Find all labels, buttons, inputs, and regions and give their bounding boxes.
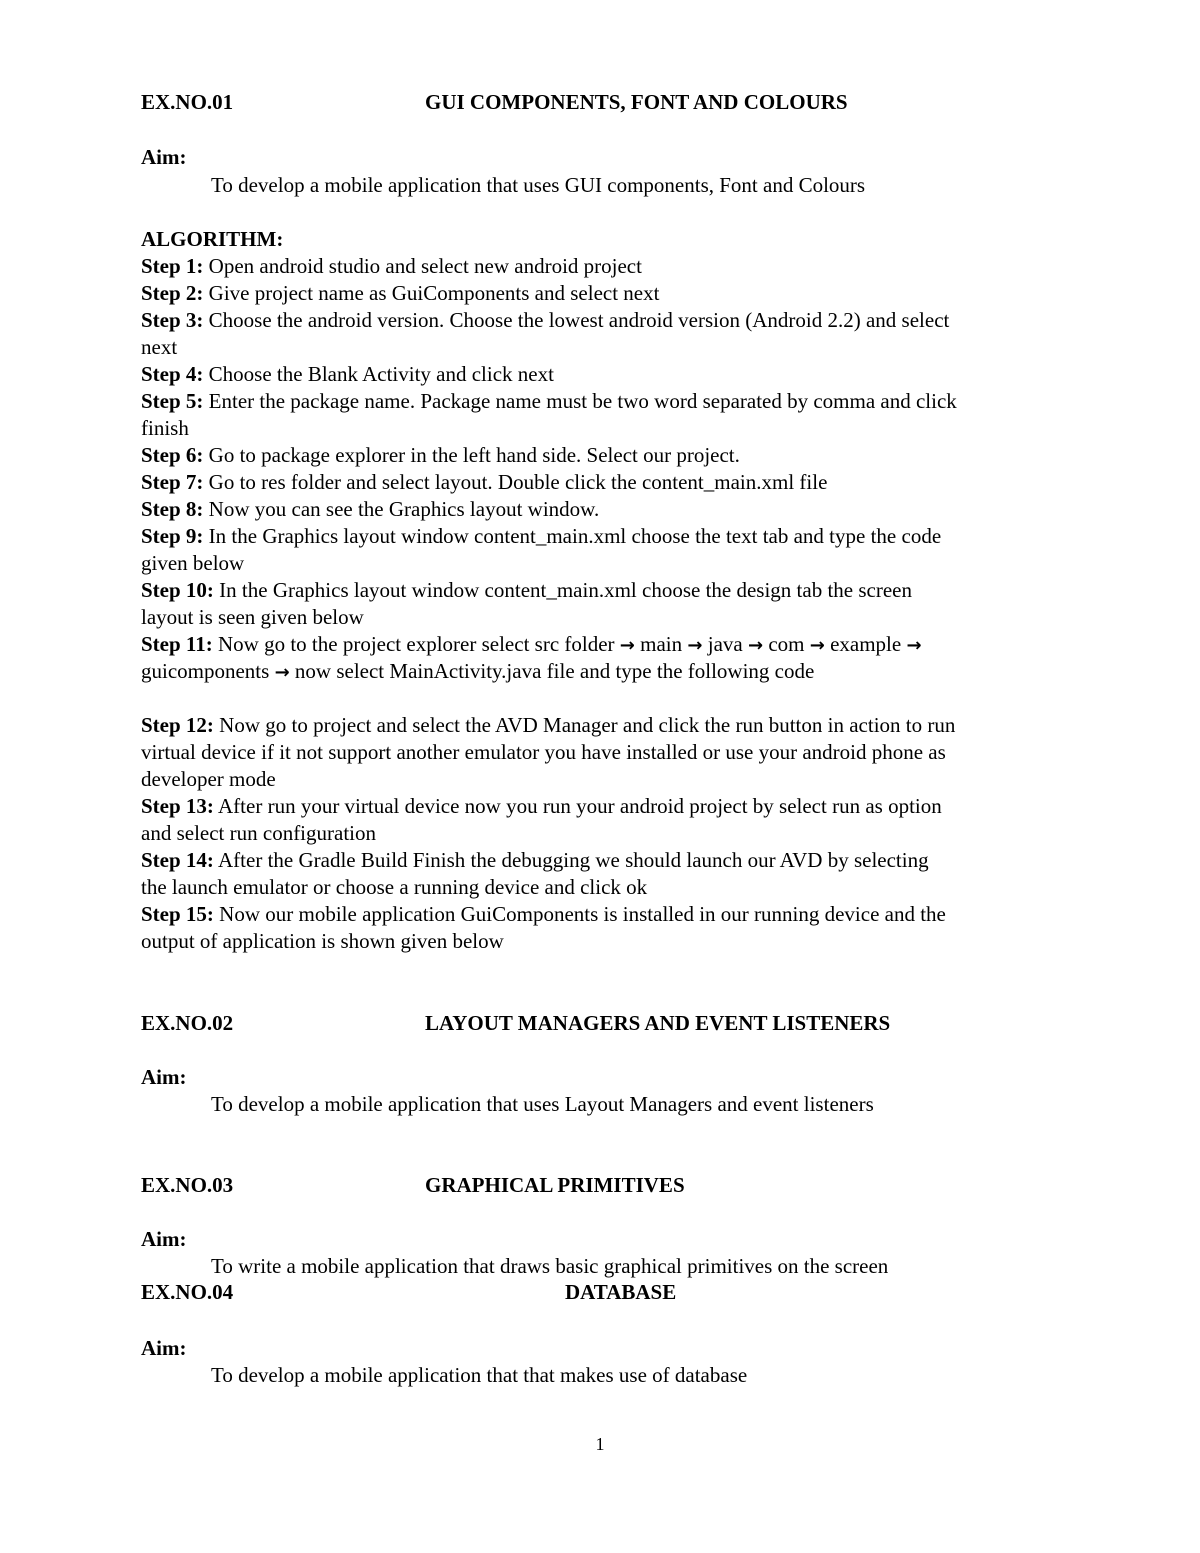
step-label: Step 10: <box>141 578 214 602</box>
step-text: Go to package explorer in the left hand side. Select our project. <box>203 443 740 467</box>
step-8 <box>141 496 599 523</box>
ex3-number: EX.NO.03 <box>141 1173 234 1197</box>
step-text: In the Graphics layout window content_main.xml choose the design tab the screen <box>213 578 912 602</box>
ex2-aim-label: Aim: <box>141 1065 187 1089</box>
step-text: In the Graphics layout window content_main.xml choose the text tab and type the code <box>203 524 942 548</box>
step-text: Now our mobile application GuiComponents is installed in our running device and the <box>213 902 946 926</box>
path-part: example <box>824 632 907 656</box>
path-part: java <box>702 632 748 656</box>
ex1-algorithm-label: ALGORITHM: <box>141 227 284 251</box>
step-5-cont: finish <box>141 416 189 440</box>
step-14 <box>141 847 929 874</box>
step-15-cont: output of application is shown given below <box>141 929 504 953</box>
right-arrow-icon: → <box>906 635 922 656</box>
path-part: main <box>634 632 688 656</box>
ex2-number: EX.NO.02 <box>141 1011 234 1035</box>
path-part: com <box>763 632 810 656</box>
page-number: 1 <box>595 1434 605 1454</box>
ex3-aim-label: Aim: <box>141 1227 187 1251</box>
step-text: Choose the android version. Choose the lowest android version (Android 2.2) and select <box>203 308 950 332</box>
step-label: Step 6: <box>141 443 204 467</box>
step-3-cont: next <box>141 335 178 359</box>
step-label: Step 11: <box>141 632 213 656</box>
step-10-cont: layout is seen given below <box>141 605 364 629</box>
ex2-title: LAYOUT MANAGERS AND EVENT LISTENERS <box>425 1011 891 1035</box>
step-13 <box>141 793 942 820</box>
step-label: Step 12: <box>141 713 214 737</box>
step-14-cont: the launch emulator or choose a running device and click ok <box>141 875 648 899</box>
step-label: Step 4: <box>141 362 204 386</box>
ex1-aim-text: To develop a mobile application that uses GUI components, Font and Colours <box>211 173 866 197</box>
step-text: Now go to project and select the AVD Manager and click the run button in action to run <box>213 713 956 737</box>
step-text: Go to res folder and select layout. Double click the content_main.xml file <box>203 470 828 494</box>
step-label: Step 14: <box>141 848 214 872</box>
step-9 <box>141 523 941 550</box>
step-label: Step 2: <box>141 281 204 305</box>
step-5 <box>141 388 957 415</box>
step-12 <box>141 712 955 739</box>
step-7 <box>141 469 827 496</box>
right-arrow-icon: → <box>687 635 703 656</box>
step-text: After the Gradle Build Finish the debugging we should launch our AVD by selecting <box>213 848 929 872</box>
step-10 <box>141 577 912 604</box>
path-part: guicomponents <box>141 659 275 683</box>
step-text: Now go to the project explorer select src folder <box>212 632 620 656</box>
ex1-number: EX.NO.01 <box>141 90 234 114</box>
right-arrow-icon: → <box>274 662 290 683</box>
step-3 <box>141 307 949 334</box>
ex1-aim-label: Aim: <box>141 145 187 169</box>
step-11-cont <box>141 658 814 686</box>
step-15 <box>141 901 946 928</box>
step-text: Enter the package name. Package name must be two word separated by comma and click <box>203 389 957 413</box>
right-arrow-icon: → <box>809 635 825 656</box>
step-label: Step 3: <box>141 308 204 332</box>
step-13-cont: and select run configuration <box>141 821 376 845</box>
step-text: Give project name as GuiComponents and select next <box>203 281 660 305</box>
step-9-cont: given below <box>141 551 245 575</box>
step-12-cont2: developer mode <box>141 767 276 791</box>
step-text: now select MainActivity.java file and type the following code <box>289 659 815 683</box>
step-4 <box>141 361 554 388</box>
step-label: Step 8: <box>141 497 204 521</box>
step-text: Open android studio and select new android project <box>203 254 642 278</box>
step-label: Step 1: <box>141 254 204 278</box>
right-arrow-icon: → <box>619 635 635 656</box>
step-text: Now you can see the Graphics layout window. <box>203 497 600 521</box>
ex3-aim-text: To write a mobile application that draws basic graphical primitives on the screen <box>211 1254 889 1278</box>
step-6 <box>141 442 740 469</box>
step-12-cont: virtual device if it not support another emulator you have installed or use your android phone as <box>141 740 946 764</box>
step-label: Step 9: <box>141 524 204 548</box>
step-11 <box>141 631 922 659</box>
step-label: Step 7: <box>141 470 204 494</box>
ex4-aim-text: To develop a mobile application that that makes use of database <box>211 1363 748 1387</box>
step-text: After run your virtual device now you run your android project by select run as option <box>213 794 942 818</box>
ex3-title: GRAPHICAL PRIMITIVES <box>425 1173 685 1197</box>
right-arrow-icon: → <box>747 635 764 656</box>
ex4-number: EX.NO.04 <box>141 1280 234 1304</box>
step-2 <box>141 280 659 307</box>
ex4-aim-label: Aim: <box>141 1336 187 1360</box>
ex1-title: GUI COMPONENTS, FONT AND COLOURS <box>425 90 848 114</box>
step-label: Step 13: <box>141 794 214 818</box>
step-label: Step 15: <box>141 902 214 926</box>
ex4-title: DATABASE <box>565 1280 677 1304</box>
step-text: Choose the Blank Activity and click next <box>203 362 554 386</box>
step-1 <box>141 253 642 280</box>
ex2-aim-text: To develop a mobile application that uses Layout Managers and event listeners <box>211 1092 874 1116</box>
step-label: Step 5: <box>141 389 204 413</box>
